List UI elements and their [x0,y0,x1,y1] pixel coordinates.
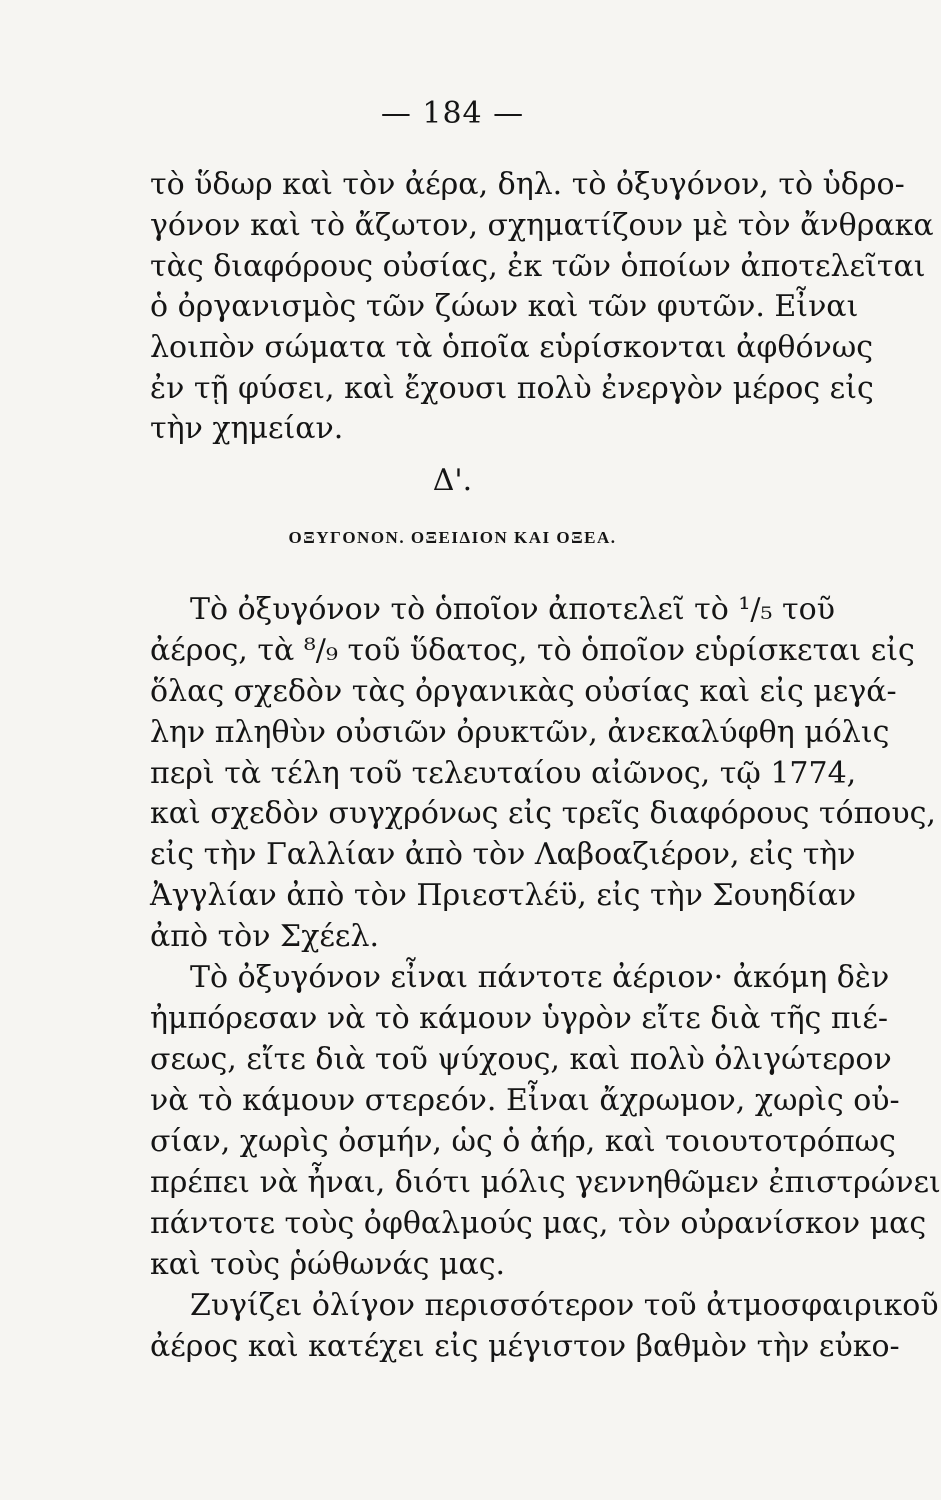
text-line: τὰς διαφόρους οὐσίας, ἐκ τῶν ὁποίων ἀποτελεῖται [150,249,926,284]
text-line: ὅλας σχεδὸν τὰς ὀργανικὰς οὐσίας καὶ εἰς μεγά- [150,674,897,709]
text-line: λοιπὸν σώματα τὰ ὁποῖα εὑρίσκονται ἀφθόνως [150,330,874,365]
text-line: σεως, εἴτε διὰ τοῦ ψύχους, καὶ πολὺ ὀλιγώτερον [150,1042,892,1077]
text-line: καὶ σχεδὸν συγχρόνως εἰς τρεῖς διαφόρους τόπους, [150,796,936,831]
text-line: ὁ ὀργανισμὸς τῶν ζώων καὶ τῶν φυτῶν. Εἶναι [150,289,859,324]
text-line: Τὸ ὀξυγόνον εἶναι πάντοτε ἀέριον· ἀκόμη δὲν [190,960,890,995]
text-line: τὴν χημείαν. [150,411,344,446]
text-line: πρέπει νὰ ἦναι, διότι μόλις γεννηθῶμεν ἐπιστρώνει [150,1165,941,1200]
page-number: — 184 — [380,96,525,131]
text-line: γόνον καὶ τὸ ἄζωτον, σχηματίζουν μὲ τὸν ἄνθρακα [150,208,934,243]
text-line: περὶ τὰ τέλη τοῦ τελευταίου αἰῶνος, τῷ 1774, [150,756,857,791]
text-line: εἰς τὴν Γαλλίαν ἀπὸ τὸν Λαβοαζιέρον, εἰς τὴν [150,837,856,872]
text-line: ἠμπόρεσαν νὰ τὸ κάμουν ὑγρὸν εἴτε διὰ τῆς πιέ- [150,1001,889,1036]
text-line: νὰ τὸ κάμουν στερεόν. Εἶναι ἄχρωμον, χωρὶς οὐ- [150,1083,900,1118]
text-line: ἀέρος, τὰ ⁸/₉ τοῦ ὕδατος, τὸ ὁποῖον εὑρίσκεται εἰς [150,633,915,668]
text-line: τὸ ὕδωρ καὶ τὸν ἀέρα, δηλ. τὸ ὀξυγόνον, τὸ ὑδρο- [150,167,905,202]
text-line: ἀπὸ τὸν Σχέελ. [150,919,380,954]
text-line: Ἀγγλίαν ἀπὸ τὸν Πριεστλέϋ, εἰς τὴν Σουηδίαν [150,878,857,913]
text-line: Ζυγίζει ὀλίγον περισσότερον τοῦ ἀτμοσφαιρικοῦ [190,1288,939,1323]
text-line: πάντοτε τοὺς ὀφθαλμούς μας, τὸν οὐρανίσκον μας [150,1206,927,1241]
text-line: ἐν τῇ φύσει, καὶ ἔχουσι πολὺ ἐνεργὸν μέρος εἰς [150,371,874,406]
section-number: Δ'. [432,463,473,498]
section-title: ΟΞΥΓΟΝΟΝ. ΟΞΕΙΔΙΟΝ ΚΑΙ ΟΞΕΑ. [288,528,617,547]
text-line: Τὸ ὀξυγόνον τὸ ὁποῖον ἀποτελεῖ τὸ ¹/₅ τοῦ [190,592,835,627]
text-line: ἀέρος καὶ κατέχει εἰς μέγιστον βαθμὸν τὴν εὐκο- [150,1329,900,1364]
text-line: καὶ τοὺς ῥώθωνάς μας. [150,1247,506,1282]
text-line: λην πληθὺν οὐσιῶν ὀρυκτῶν, ἀνεκαλύφθη μόλις [150,715,890,750]
text-line: σίαν, χωρὶς ὀσμήν, ὡς ὁ ἀήρ, καὶ τοιουτοτρόπως [150,1124,896,1159]
